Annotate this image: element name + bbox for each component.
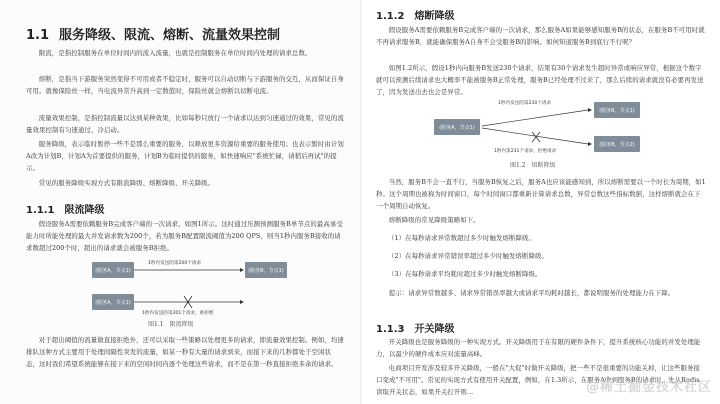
section-title: 服务降级、限流、熔断、流量效果控制 <box>59 28 281 43</box>
paragraph-circuit-strategies: 熔断降级的常见降级策略如下。 <box>388 216 480 224</box>
section-heading <box>26 24 280 43</box>
right-page <box>362 0 720 404</box>
figure-caption-1-2: 图1.2 熔断降级 <box>510 162 556 169</box>
paragraph-rate-limit-example: 假设服务A需要依赖服务B完成客户端的一次请求，如图1所示。这时通过压测预测服务B单节点的最高承受能力时所能处理的最大并发请求数为200个，若为服务B配置限流阈值为200 QPS，则当1秒内服务B接收的请求数超过200个时，超出的请求就会被服务B拒绝。 <box>26 220 343 253</box>
paragraph-circuit-example: 假设服务A需要依赖服务B完成客户端的一次请求，那么服务A如果能够感知服务B的状态，在服务B不可用时就不再请求服务B，就能确保服务A自身不会受服务B的影响。如何知道服务B到底行不行呢？ <box>376 26 705 47</box>
circuit-allowed-label: 1秒内发送的第230个请求 <box>498 101 552 106</box>
figure-caption-1-1: 图1.1 限流降级 <box>148 321 194 328</box>
subsection-title: 开关降级 <box>414 324 455 335</box>
paragraph-circuit-break: 熔断，是指当下游服务突然变得不可用或者不稳定时，服务可以自动切断与下游服务的交互，从而保证自身可用。就像保险丝一样，当电流异常升高到一定数值时，保险丝就会熔断以切断电流。 <box>26 75 344 96</box>
subsection-title: 熔断降级 <box>414 11 455 22</box>
paragraph-circuit-figure: 如图1.2所示，假设1秒内向服务B发送230个请求，结果有30个请求发生超时异常或响应异常，根据这个数字就可以预测后续请求也大概率不能被服务B正常处理，服务B已经处理不过来了，那么后续的请求就没有必要再发送了，因为发送出去也会是异常。 <box>376 64 704 97</box>
watermark: @稀土掘金技术社区 <box>585 379 712 395</box>
paragraph-degrade-types: 常见的服务降级实现方式有限流降级、熔断降级、开关降级。 <box>38 179 215 187</box>
rate-limit-allowed-label: 1秒内发送的第200个请求 <box>148 261 202 266</box>
paragraph-switch-intro: 开关降级也是服务降级的一种实现方式。开关降级用于在有限的硬件条件下，提升系统核心功能的并发处理能力，以最少的硬件成本应对流量高峰。 <box>376 338 701 359</box>
service-a-node: (服务A，节点1) <box>92 262 134 278</box>
subsection-heading-rate-limit <box>26 201 104 216</box>
list-item-2: （2）在每秒请求异常错误率超过多少时触发熔断降级。 <box>388 252 548 260</box>
rate-limit-rejected-label: 1秒内发送的第201个请求，被拒绝 <box>142 311 214 316</box>
section-number: 1.1 <box>26 28 50 43</box>
paragraph-flow-control: 对于超出阈值的流量做直接拒绝外，还可以采取一些策略以处理更多的请求，即流量效果控制。例如，均速排队这种方式主要用于处理间隔性突发的流量，如某一秒有大量的请求到来，而接下来的几秒都处于空闲状态，这时我们希望系统能够在接下来的空闲时间内逐个处理这些请求，而不是在第一秒直接拒绝多余的请求。 <box>26 336 344 369</box>
subsection-title: 限流降级 <box>64 205 105 216</box>
list-item-3: （3）在每秒请求平均耗时超过多少时触发熔断降级。 <box>388 270 542 278</box>
service-b-node-2: (服务B，节点2) <box>594 136 640 152</box>
service-b-node-1: (服务B，节点1) <box>594 102 640 118</box>
subsection-number: 1.1.2 <box>376 11 405 22</box>
list-item-1: （1）在每秒请求异常数超过多少时触发熔断降级。 <box>388 234 535 242</box>
service-a-node-2: (服务A，节点1) <box>92 294 134 310</box>
paragraph-circuit-recover: 当然，服务B不会一直不行，当服务B恢复之后，服务A也应该能感知到，所以熔断需要以一个时长为周期，如1秒。这个周期也被称为时间窗口，每个时间窗口都重新计算请求总数，异常总数这些指标数据，这样熔断就会在下一个周期自动恢复。 <box>376 178 706 211</box>
paragraph-degrade: 服务降级，表示临时暂停一些不是那么重要的服务，以释放更多资源给重要的服务使用；也表示暂时由计划A改为计划B，计划A为首要提供的服务，计划B为临时提供的服务，如快速响应"系统忙碌，请稍后再试"的提示。 <box>26 140 344 173</box>
paragraph-rate-limit: 限流，是指控制服务在单位时间内的流入流量，也就是控制服务在单位时间内处理的请求总数。 <box>38 49 312 57</box>
paragraph-flow-effect: 流量效果控制，是指控制流量以达到某种效果，比如每秒只放行一个请求以达到匀速通过的效果，常见的流量效果控制有匀速通过、冷启动。 <box>26 114 344 135</box>
figure-circuit-break <box>432 98 652 156</box>
note-tip: 提示：请求异常数越多、请求异常错误率越大或请求平均耗时越长，都说明服务的处理能力在下降。 <box>388 289 675 297</box>
subsection-number: 1.1.3 <box>376 324 405 335</box>
subsection-heading-switch <box>376 320 454 335</box>
subsection-heading-circuit-break <box>376 7 454 22</box>
service-b-node: (服务B，节点1) <box>245 262 287 278</box>
service-a-node: (服务A，节点1) <box>434 119 480 135</box>
figure-rate-limit <box>90 258 290 318</box>
paragraph-switch-ecommerce: 电商项目开发涉及较多开关降级，一般在"大促"时做开关降级，把一些不是很重要的功能关掉，让这些服务接口变成"不可用"。常见的实现方式有使用开关配置，例如，在1.3所示，在服务A收到服务B的请求时，先从Redis读取开关状态，如果开关打开则... <box>376 364 700 397</box>
circuit-rejected-label: 1秒内第231个请求，拒绝请求 <box>494 149 557 154</box>
subsection-number: 1.1.1 <box>26 205 55 216</box>
